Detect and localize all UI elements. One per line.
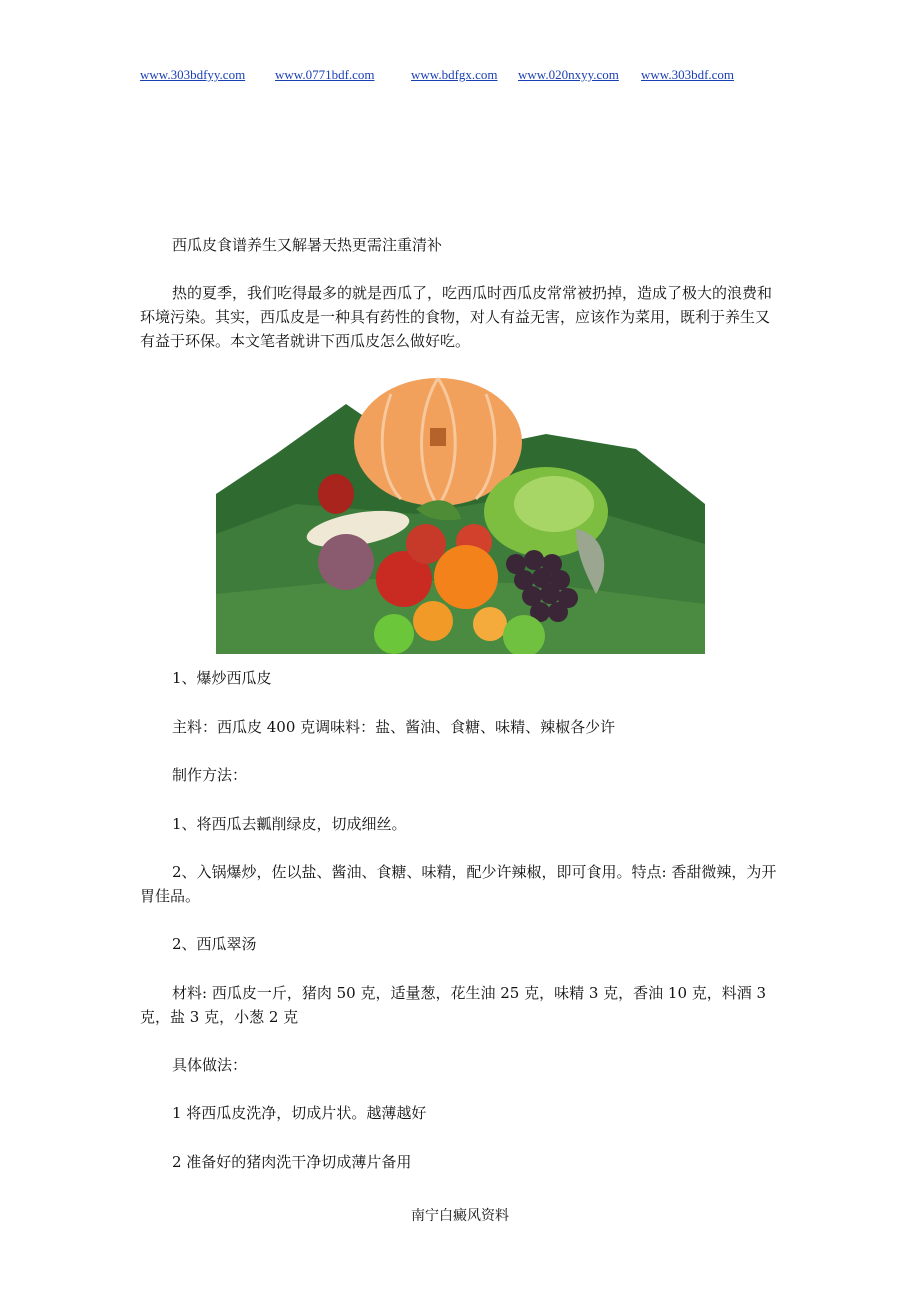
recipe2-ingredients: 材料: 西瓜皮一斤，猪肉 50 克，适量葱，花生油 25 克，味精 3 克，香油 10 克，料酒 3 克，盐 3 克，小葱 2 克	[140, 984, 767, 1026]
recipe1-method-label: 制作方法：	[172, 766, 248, 784]
page-footer: 南宁白癜风资料	[411, 1208, 509, 1224]
recipe1-ingredients: 主料：西瓜皮 400 克调味料：盐、酱油、食糖、味精、辣椒各少许	[172, 718, 616, 736]
header-link-3[interactable]: www.bdfgx.com	[411, 67, 498, 82]
recipe1-title: 1、爆炒西瓜皮	[172, 669, 272, 687]
recipe2-method-label: 具体做法：	[172, 1056, 248, 1074]
header-link-5[interactable]: www.303bdf.com	[641, 67, 735, 82]
recipe2-title: 2、西瓜翠汤	[172, 935, 257, 953]
header-link-2[interactable]: www.0771bdf.com	[275, 67, 375, 82]
recipe1-step2: 2、入锅爆炒，佐以盐、酱油、食糖、味精，配少许辣椒，即可食用。特点: 香甜微辣，为开胃佳品。	[140, 863, 777, 905]
fruit-vegetable-photo	[216, 364, 705, 654]
intro-paragraph: 热的夏季，我们吃得最多的就是西瓜了，吃西瓜时西瓜皮常常被扔掉，造成了极大的浪费和环境污染。其实，西瓜皮是一种具有药性的食物，对人有益无害，应该作为菜用，既利于养生又有益于环保。本文笔者就讲下西瓜皮怎么做好吃。	[140, 284, 773, 350]
article-title: 西瓜皮食谱养生又解暑天热更需注重清补	[172, 236, 443, 254]
header-links	[140, 67, 780, 85]
recipe2-step2: 2 准备好的猪肉洗干净切成薄片备用	[172, 1153, 412, 1171]
recipe2-step1: 1 将西瓜皮洗净，切成片状。越薄越好	[172, 1104, 427, 1122]
header-link-4[interactable]: www.020nxyy.com	[518, 67, 619, 82]
recipe1-step1: 1、将西瓜去瓤削绿皮，切成细丝。	[172, 815, 407, 833]
fruit-vegetable-illustration	[216, 364, 705, 654]
header-link-1[interactable]: www.303bdfyy.com	[140, 67, 246, 82]
